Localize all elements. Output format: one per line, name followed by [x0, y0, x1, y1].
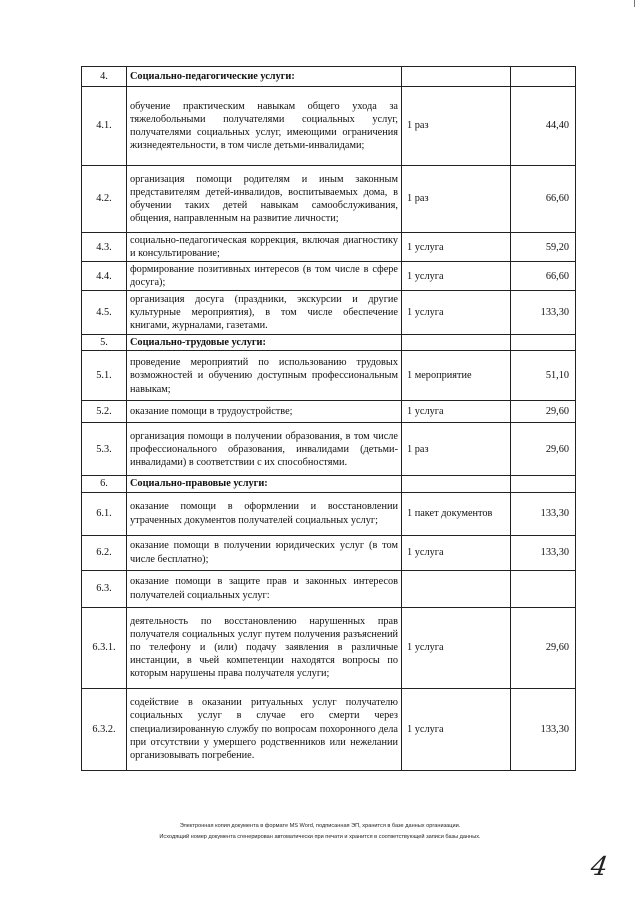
unit-cell: 1 услуга [402, 233, 511, 262]
section-title-cell: Социально-трудовые услуги: [127, 335, 402, 351]
price-cell: 66,60 [511, 262, 576, 291]
item-number-cell: 4.1. [82, 87, 127, 166]
item-number-cell: 4.4. [82, 262, 127, 291]
service-description-cell: оказание помощи в получении юридических услуг (в том числе бесплатно); [127, 535, 402, 570]
item-number-cell: 6.3.1. [82, 607, 127, 688]
unit-cell [402, 335, 511, 351]
unit-cell: 1 раз [402, 166, 511, 233]
item-number-cell: 5.3. [82, 423, 127, 476]
item-number-cell: 5.2. [82, 401, 127, 423]
section-header-row [82, 476, 576, 492]
price-cell: 133,30 [511, 688, 576, 770]
item-number-cell: 6.2. [82, 535, 127, 570]
unit-cell: 1 раз [402, 423, 511, 476]
item-number-cell: 6.3.2. [82, 688, 127, 770]
price-cell: 133,30 [511, 492, 576, 535]
service-row [82, 166, 576, 233]
service-description-cell: социально-педагогическая коррекция, включая диагностику и консультирование; [127, 233, 402, 262]
item-number-cell: 6.3. [82, 570, 127, 607]
service-description-cell: оказание помощи в защите прав и законных интересов получателей социальных услуг: [127, 570, 402, 607]
section-header-row [82, 67, 576, 87]
service-row [82, 607, 576, 688]
footer-note-outgoing-number: Исходящий номер документа сгенерирован автоматически при печати и хранится в соответствующей записи базы данных. [159, 834, 481, 840]
service-row [82, 233, 576, 262]
unit-cell: 1 услуга [402, 262, 511, 291]
item-number-cell: 4.3. [82, 233, 127, 262]
service-row [82, 351, 576, 401]
service-description-cell: оказание помощи в оформлении и восстановлении утраченных документов получателей социальных услуг; [127, 492, 402, 535]
service-row [82, 291, 576, 335]
service-row [82, 570, 576, 607]
unit-cell: 1 услуга [402, 291, 511, 335]
price-cell: 51,10 [511, 351, 576, 401]
price-cell: 59,20 [511, 233, 576, 262]
price-cell: 29,60 [511, 607, 576, 688]
service-row [82, 423, 576, 476]
service-description-cell: содействие в оказании ритуальных услуг получателю социальных услуг в случае его смерти через специализированную службу по вопросам похоронного дела при отсутствии у умершего родственников или нежелании организовывать погребение. [127, 688, 402, 770]
service-description-cell: деятельность по восстановлению нарушенных прав получателя социальных услуг путем получения разъяснений по телефону и (или) подачу заявления в различные инстанции, в чьей компетенции находятся вопросы по которым нарушены права получателя услуги; [127, 607, 402, 688]
footer-note-ms-word: Электронная копия документа в формате MS Word, подписанная ЭП, хранится в базе данных организации. [179, 823, 461, 829]
unit-cell: 1 услуга [402, 688, 511, 770]
service-description-cell: формирование позитивных интересов (в том числе в сфере досуга); [127, 262, 402, 291]
section-title-cell: Социально-правовые услуги: [127, 476, 402, 492]
item-number-cell: 4.2. [82, 166, 127, 233]
unit-cell [402, 570, 511, 607]
item-number-cell: 4.5. [82, 291, 127, 335]
unit-cell: 1 мероприятие [402, 351, 511, 401]
service-row [82, 87, 576, 166]
item-number-cell: 5.1. [82, 351, 127, 401]
unit-cell: 1 пакет документов [402, 492, 511, 535]
service-description-cell: обучение практическим навыкам общего ухода за тяжелобольными получателями социальных услуг, получателями социальных услуг, имеющими ограничения жизнедеятельности, в том числе детьми-инвалидами; [127, 87, 402, 166]
unit-cell: 1 услуга [402, 607, 511, 688]
section-title-cell: Социально-педагогические услуги: [127, 67, 402, 87]
item-number-cell: 5. [82, 335, 127, 351]
edge-mark [634, 0, 635, 7]
service-description-cell: проведение мероприятий по использованию трудовых возможностей и обучению доступным профессиональным навыкам; [127, 351, 402, 401]
service-description-cell: организация помощи в получении образования, в том числе профессионального образования, инвалидами (детьми-инвалидами) в соответствии с их способностями. [127, 423, 402, 476]
unit-cell: 1 услуга [402, 401, 511, 423]
price-cell [511, 570, 576, 607]
service-description-cell: организация помощи родителям и иным законным представителям детей-инвалидов, воспитываемых дома, в обучении таких детей навыкам самообслуживания, общения, направленным на развитие личности; [127, 166, 402, 233]
service-description-cell: оказание помощи в трудоустройстве; [127, 401, 402, 423]
service-row [82, 535, 576, 570]
price-cell [511, 335, 576, 351]
price-cell: 133,30 [511, 291, 576, 335]
service-row [82, 492, 576, 535]
tariff-table-body [82, 67, 576, 771]
unit-cell [402, 67, 511, 87]
price-cell: 133,30 [511, 535, 576, 570]
unit-cell [402, 476, 511, 492]
page-number: 4 [588, 852, 610, 882]
service-row [82, 688, 576, 770]
service-row [82, 401, 576, 423]
price-cell: 29,60 [511, 423, 576, 476]
price-cell [511, 476, 576, 492]
price-cell [511, 67, 576, 87]
price-cell: 44,40 [511, 87, 576, 166]
unit-cell: 1 услуга [402, 535, 511, 570]
service-description-cell: организация досуга (праздники, экскурсии и другие культурные мероприятия), в том числе обеспечение книгами, журналами, газетами. [127, 291, 402, 335]
service-row [82, 262, 576, 291]
price-cell: 29,60 [511, 401, 576, 423]
item-number-cell: 6. [82, 476, 127, 492]
unit-cell: 1 раз [402, 87, 511, 166]
item-number-cell: 4. [82, 67, 127, 87]
tariff-table [81, 66, 576, 771]
item-number-cell: 6.1. [82, 492, 127, 535]
price-cell: 66,60 [511, 166, 576, 233]
section-header-row [82, 335, 576, 351]
